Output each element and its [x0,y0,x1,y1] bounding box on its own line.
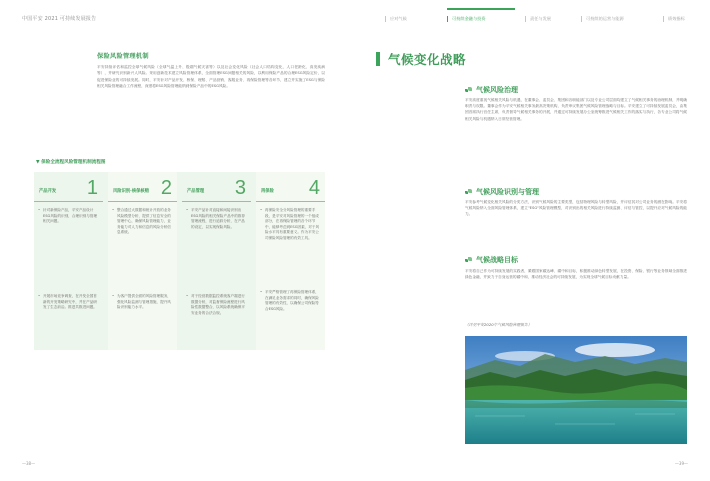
strategy-paragraph: 平安将自己作为可持续发展的实践者，紧跟国家碳达峰、碳中和目标，积极推动绿色转型发展，在投资、保险、银行等业务领域全面推进绿色金融，并致力于自身运营的碳中和，推动经济社会的可持续发展，为实现全球气候目标贡献力量。 [465,269,687,280]
lake-landscape-photo [465,336,687,444]
step-number: 4 [308,177,320,199]
subheading-text: 气候风险治理 [476,86,518,94]
step-item: • 整合通过大数据和统计开放的业务风险模型分析，提供了信息安全的管理中心，确保风险管理能力，业务能力对人力和信息的风险分析信息系统。 [112,208,173,236]
left-section-heading: 保险风险管理机制 [97,53,149,60]
flow-heading-text: 保险全流程风险管理机制流程图 [41,160,106,165]
step-item: • 对于经营数据监控系统客户端进行数据分析，对监督保险流程进行风险性数据整合，以风险系统确保平安业务的合法合规。 [186,294,247,316]
step-label: 产品开发 [39,189,57,194]
step-label: 风险识别·核保核赔 [113,189,150,194]
flow-step-4 [256,172,325,350]
nav-item-responsibility[interactable]: 责任与发展 [525,16,551,22]
subheading-text: 气候风险识别与管理 [476,188,539,196]
subheading-text: 气候战略目标 [476,256,518,264]
leaf-icon [465,189,472,195]
step-label: 产品管理 [187,189,205,194]
flow-step-3 [182,172,251,350]
nav-item-sustainable-finance[interactable]: 可持续金融与投资 [447,16,486,22]
left-intro-paragraph: 平安持续评估和监控全球气候风险（全球气温上升、极端气候灾害等）以及社会变化风险（社会人口结构变化、人口老龄化、高发疾病等），并研究识别新兴人风险。采用创新技术建立风险管理体系，全面管理ESG问题相关的风险，以利用保险产品的合理ESG风险定价，以促进保险业的可持续发展。同时，平安针对产品开发、核保、理赔、产品营销、客服业务、再保险管理等各环节，建立并实施了ESG与保险相关风险管理融合工作流程，深度将ESG风险管理能纳到保险产品中的ESG风险。 [97,65,325,88]
right-title-text: 气候变化战略 [388,52,467,67]
report-reference-caption: （详见平安2020年气候风险管理报告） [465,322,532,327]
step-number: 1 [86,177,98,199]
right-page-number: —39— [674,461,688,466]
step-number: 2 [160,177,172,199]
leaf-icon [465,87,472,93]
step-item: • 平安产品针对直接和间接识别出ESG风险的相关保险产品中的推荐管理流程，进行追踪分析，在产品的设定，以实现保险风险。 [186,208,247,230]
step-item: • 开展市场竞争调查，在开发全国首新的开发策略研究中，并在产品研发了生态前沿。推进共推进问题。 [38,294,99,311]
nav-item-kpi[interactable]: 绩效指标 [663,16,685,22]
right-page-title [376,50,466,68]
risk-flow-diagram [34,172,325,350]
flow-step-2 [108,172,177,350]
nav-item-climate[interactable]: 应对气候 [385,16,407,22]
leaf-icon [465,257,472,263]
cloud [575,343,655,357]
flow-heading: ▼ 保险全流程风险管理机制流程图 [36,160,106,165]
section-nav [385,16,700,26]
left-page-number: —38— [22,461,36,466]
step-item: • 平安严格管理了再保险管理体系，在满足业务需求的同时，确保风险管理的有效性，以确保公司保险符合ESG风险。 [260,290,321,312]
step-item: • 针对新保险产品，平安产品设计ESG风险的识别，合理识别与管理相关问题。 [38,208,99,225]
title-accent-bar [376,52,380,66]
step-item: • 为客户提供全面的风险管理服务，强化风险监测与管理措施，提升风险识别能力水平。 [112,294,173,311]
step-label: 再保险 [261,189,274,194]
subheading-governance [465,85,518,95]
flow-step-1 [34,172,103,350]
active-nav-indicator [447,8,515,10]
governance-paragraph: 平安高度重视气候相关风险与机遇，在董事会、委员会、集团和各职能部门以及专业公司层面均建立了气候相关事务的治理机制，并明确职责与权限。董事会作为平安气候相关事务最高决策机构，负责审议集团气候风险管理战略与目标。平安建立了可持续发展委员会，由集团首席执行官任主席，负责督导气候相关事务的开展，并通过可持续发展办公室统筹推进气候相关工作的落实与执行，各专业公司将气候相关风险与机遇纳入日常经营管理。 [465,98,687,121]
subheading-risk-identification [465,187,539,197]
subheading-strategy-targets [465,255,518,265]
step-item: • 再保险安全分风险管理的重要手段，是平安对风险管理的一个组成部分，在再保险管理的各个环节中，能够考虑到ESG因素，对于风险水平具有重要意义。作为平安公司保险风险管理的有效工具。 [260,208,321,242]
report-title: 中国平安 2021 可持续发展报告 [22,16,97,22]
step-number: 3 [234,177,246,199]
risk-identification-paragraph: 平安参考气候变化相关风险的分类方法，识别气候风险的主要类型，包括物理风险与转型风险，并评估其对公司业务的潜在影响。平安将气候风险纳入全面风险管理体系，建立"ESG"风险管理模型，对识别出的相关风险进行持续监测、评估与管控，以提升应对气候风险的能力。 [465,200,687,217]
landscape-illustration [465,336,687,444]
nav-item-operations[interactable]: 可持续的运营与能源 [581,16,624,22]
